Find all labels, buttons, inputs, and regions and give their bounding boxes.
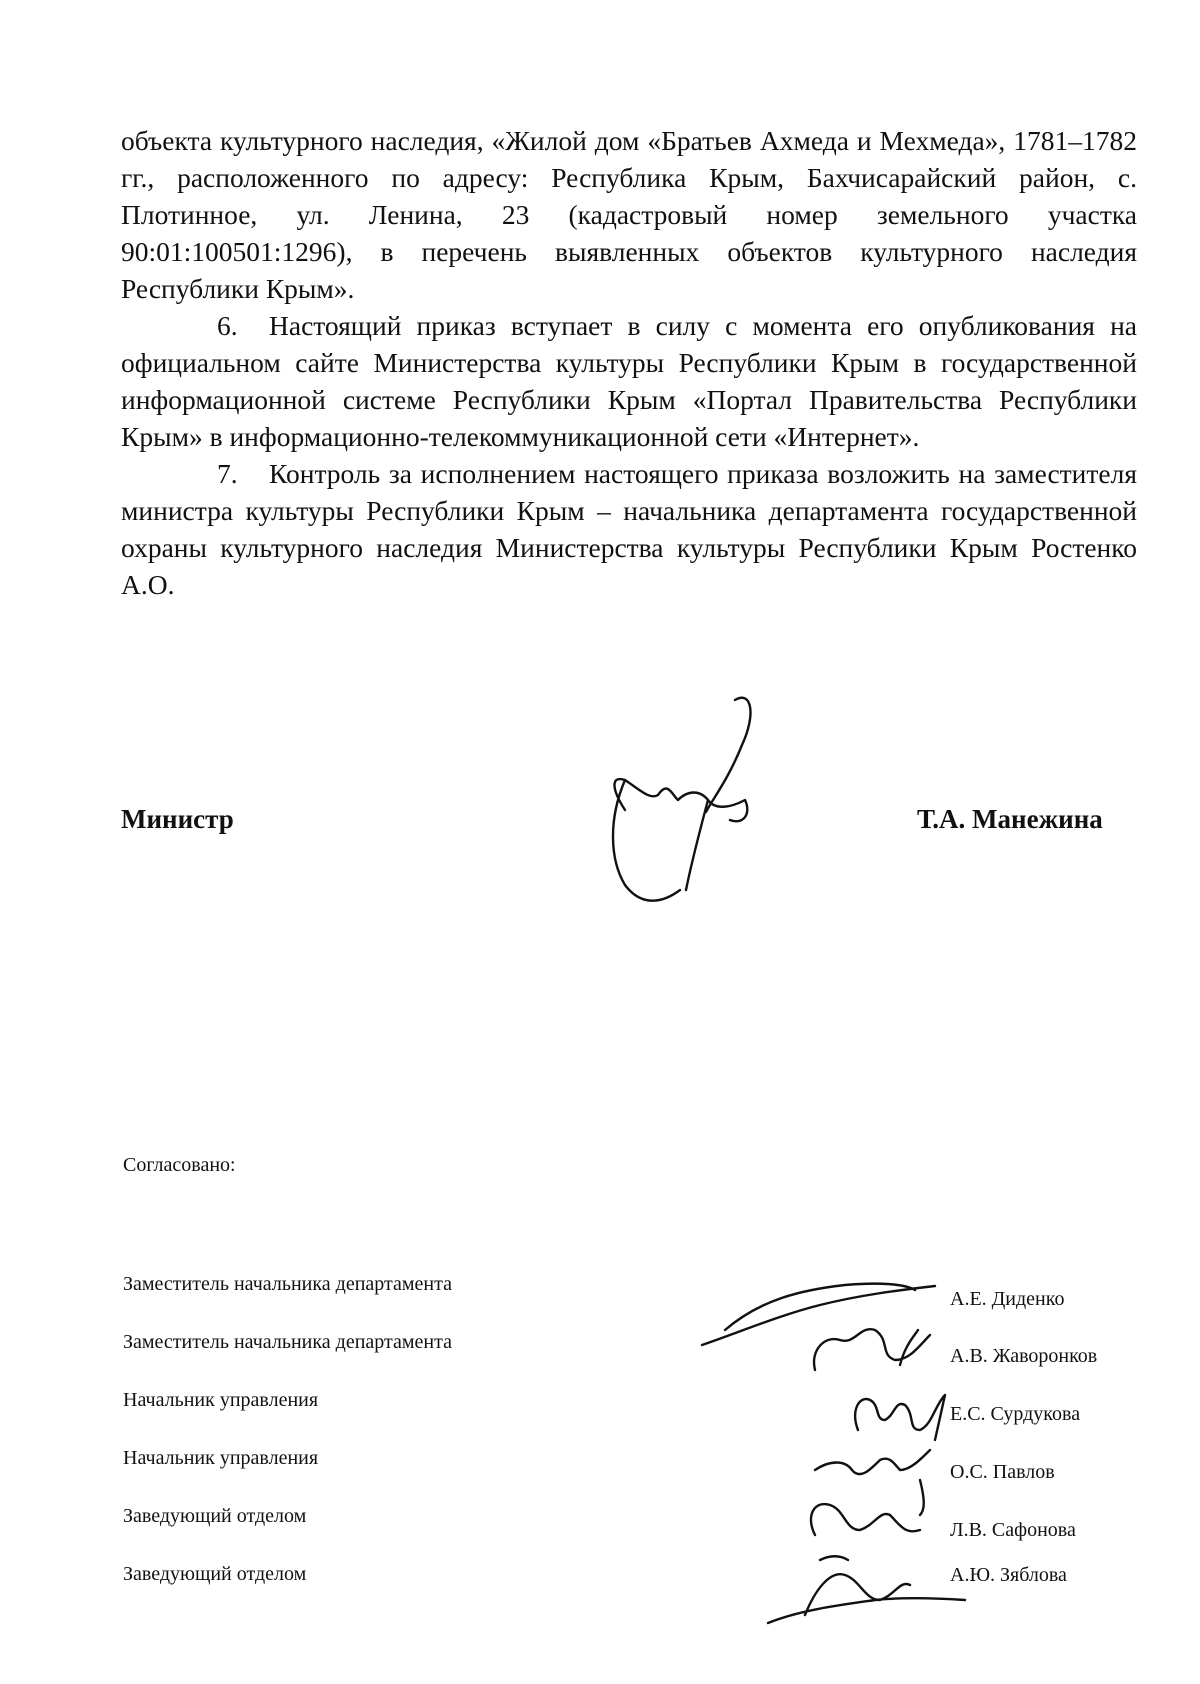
approver-name: А.В. Жаворонков xyxy=(950,1345,1098,1367)
approver-name: А.Ю. Зяблова xyxy=(950,1564,1067,1586)
signatory-name: Т.А. Манежина xyxy=(917,804,1103,834)
approval-signature-3 xyxy=(855,1395,945,1440)
approval-signature-5 xyxy=(811,1504,920,1535)
minister-signature xyxy=(613,698,750,901)
approver-name: А.Е. Диденко xyxy=(950,1288,1065,1310)
approver-position: Заместитель начальника департамента xyxy=(123,1273,452,1295)
approver-position: Заместитель начальника департамента xyxy=(123,1331,452,1353)
approver-name: Л.В. Сафонова xyxy=(950,1519,1076,1541)
signatory-role: Министр xyxy=(121,804,234,834)
approver-position: Начальник управления xyxy=(123,1389,319,1411)
paragraph-6-number: 6. xyxy=(217,310,238,341)
approval-signature-6 xyxy=(768,1556,965,1623)
approval-signature-4 xyxy=(815,1450,930,1515)
paragraph-7-text: Контроль за исполнением настоящего приказа возложить на заместителя министра культуры Республики Крым – начальника департамента государственной охраны культурного наследия Министерства культуры Республики Крым Ростенко А.О. xyxy=(121,458,1137,600)
approval-signature-1 xyxy=(702,1284,935,1345)
paragraph-6 xyxy=(121,307,1137,455)
paragraph-7 xyxy=(121,455,1137,603)
paragraph-7-number: 7. xyxy=(217,458,238,489)
approver-position: Начальник управления xyxy=(123,1447,319,1469)
approver-position: Заведующий отделом xyxy=(123,1505,307,1527)
paragraph-6-text: Настоящий приказ вступает в силу с момента его опубликования на официальном сайте Министерства культуры Республики Крым в государственной информационной системе Республики Крым «Портал Правительства Республики Крым» в информационно-телекоммуникационной сети «Интернет». xyxy=(121,310,1137,452)
paragraph-continuation: объекта культурного наследия, «Жилой дом «Братьев Ахмеда и Мехмеда», 1781–1782 гг., расположенного по адресу: Республика Крым, Бахчисарайский район, с. Плотинное, ул. Ленина, 23 (кадастровый номер земельного участка 90:01:100501:1296), в перечень выявленных объектов культурного наследия Республики Крым». xyxy=(121,125,1137,304)
approver-name: О.С. Павлов xyxy=(950,1461,1055,1483)
approver-position: Заведующий отделом xyxy=(123,1563,307,1585)
approval-heading: Согласовано: xyxy=(123,1154,236,1176)
approver-name: Е.С. Сурдукова xyxy=(950,1403,1081,1425)
approval-signature-2 xyxy=(814,1329,930,1370)
order-text xyxy=(121,122,1137,603)
